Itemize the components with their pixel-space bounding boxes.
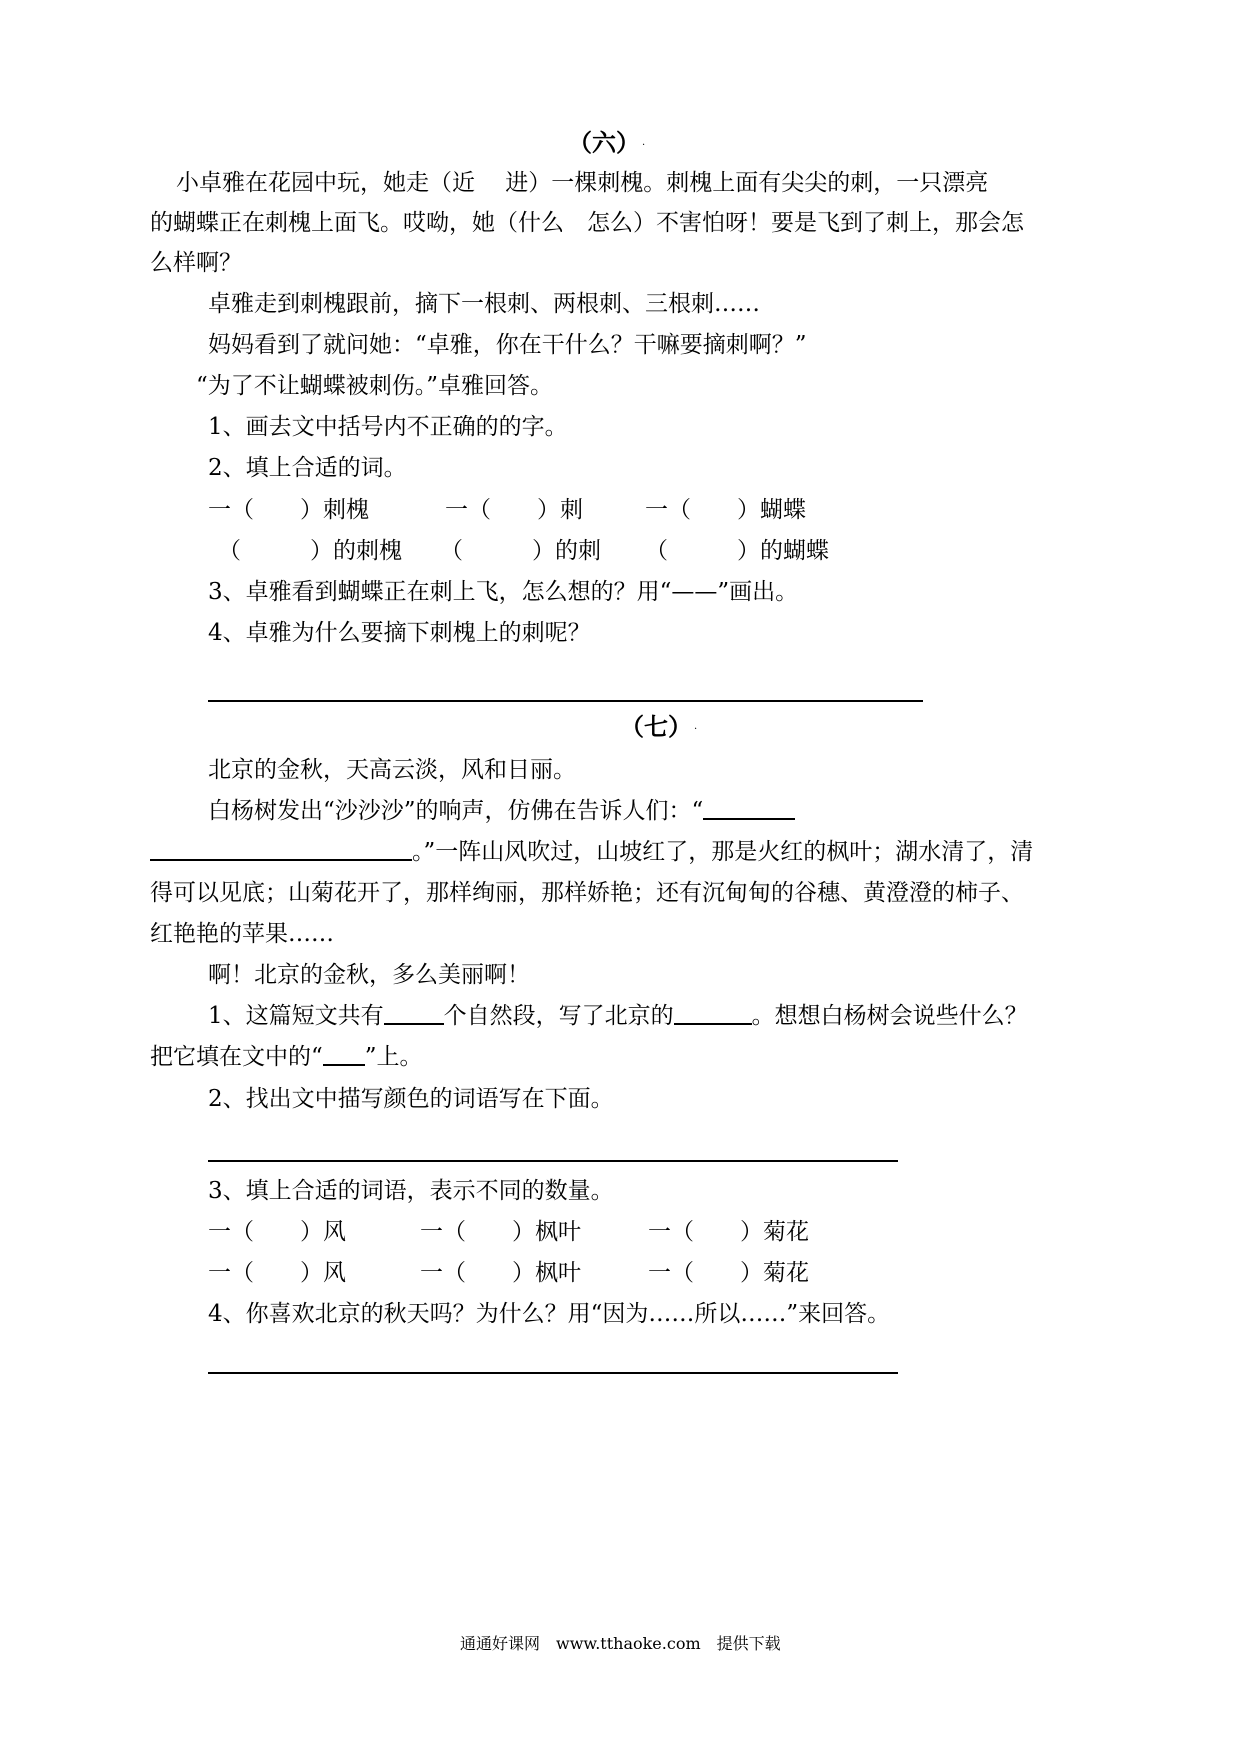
question-4: 4、卓雅为什么要摘下刺槐上的刺呢？: [208, 620, 591, 646]
answer-line: [208, 700, 923, 702]
question-4: 4、你喜欢北京的秋天吗？为什么？用“因为……所以……”来回答。: [208, 1301, 891, 1327]
passage-line: 妈妈看到了就问她：“卓雅，你在干什么？干嘛要摘刺啊？”: [208, 332, 807, 358]
answer-blank[interactable]: [384, 1001, 444, 1025]
question-2: 2、找出文中描写颜色的词语写在下面。: [208, 1086, 614, 1112]
question-3: 3、填上合适的词语，表示不同的数量。: [208, 1178, 614, 1204]
question-1: 1、这篇短文共有 个自然段，写了北京的 。想想白杨树会说些什么？: [208, 1003, 1028, 1029]
answer-blank[interactable]: [703, 796, 795, 820]
answer-line: [208, 1372, 898, 1374]
fill-item: 一（ ）风: [208, 1219, 346, 1245]
fill-item: 一（ ）菊花: [648, 1260, 809, 1286]
passage-line: 。”一阵山风吹过，山坡红了，那是火红的枫叶；湖水清了，清: [150, 837, 1033, 867]
passage-line: 的蝴蝶正在刺槐上面飞。哎呦，她（什么 怎么）不害怕呀！要是飞到了刺上，那会怎: [150, 210, 1024, 236]
passage-line: 么样啊？: [150, 250, 242, 276]
question-3: 3、卓雅看到蝴蝶正在刺上飞，怎么想的？用“——”画出。: [208, 579, 799, 605]
passage-line: 得可以见底；山菊花开了，那样绚丽，那样娇艳；还有沉甸甸的谷穗、黄澄澄的柿子、: [150, 880, 1024, 906]
fill-item: （ ）的蝴蝶: [645, 538, 829, 564]
passage-line: 卓雅走到刺槐跟前，摘下一根刺、两根刺、三根刺……: [208, 291, 760, 317]
passage-line: 北京的金秋，天高云淡，风和日丽。: [208, 757, 576, 783]
passage-line: 红艳艳的苹果……: [150, 921, 334, 947]
answer-blank[interactable]: [150, 837, 412, 861]
passage-line: 白杨树发出“沙沙沙”的响声，仿佛在告诉人们：“: [208, 796, 795, 826]
fill-item: （ ）的刺槐: [218, 538, 402, 564]
passage-line: “为了不让蝴蝶被刺伤。”卓雅回答。: [196, 373, 554, 399]
fill-item: 一（ ）风: [208, 1260, 346, 1286]
fill-item: 一（ ）刺槐: [208, 497, 369, 523]
question-1: 1、画去文中括号内不正确的的字。: [208, 414, 568, 440]
question-2: 2、填上合适的词。: [208, 455, 407, 481]
fill-item: （ ）的刺: [440, 538, 601, 564]
section-7-title: （七） .: [620, 712, 698, 741]
fill-item: 一（ ）枫叶: [420, 1260, 581, 1286]
fill-item: 一（ ）菊花: [648, 1219, 809, 1245]
answer-blank[interactable]: [674, 1001, 752, 1025]
fill-item: 一（ ）枫叶: [420, 1219, 581, 1245]
answer-blank[interactable]: [323, 1042, 365, 1066]
fill-item: 一（ ）蝴蝶: [645, 497, 806, 523]
passage-line: 啊！北京的金秋，多么美丽啊！: [208, 962, 530, 988]
footer-text: 通通好课网 www.tthaoke.com 提供下载: [460, 1634, 781, 1653]
question-1-cont: 把它填在文中的“ ”上。: [150, 1044, 423, 1070]
section-6-title: （六） .: [568, 128, 646, 157]
fill-item: 一（ ）刺: [445, 497, 583, 523]
passage-line: 小卓雅在花园中玩，她走（近 进）一棵刺槐。刺槐上面有尖尖的刺，一只漂亮: [176, 170, 989, 196]
answer-line: [208, 1160, 898, 1162]
